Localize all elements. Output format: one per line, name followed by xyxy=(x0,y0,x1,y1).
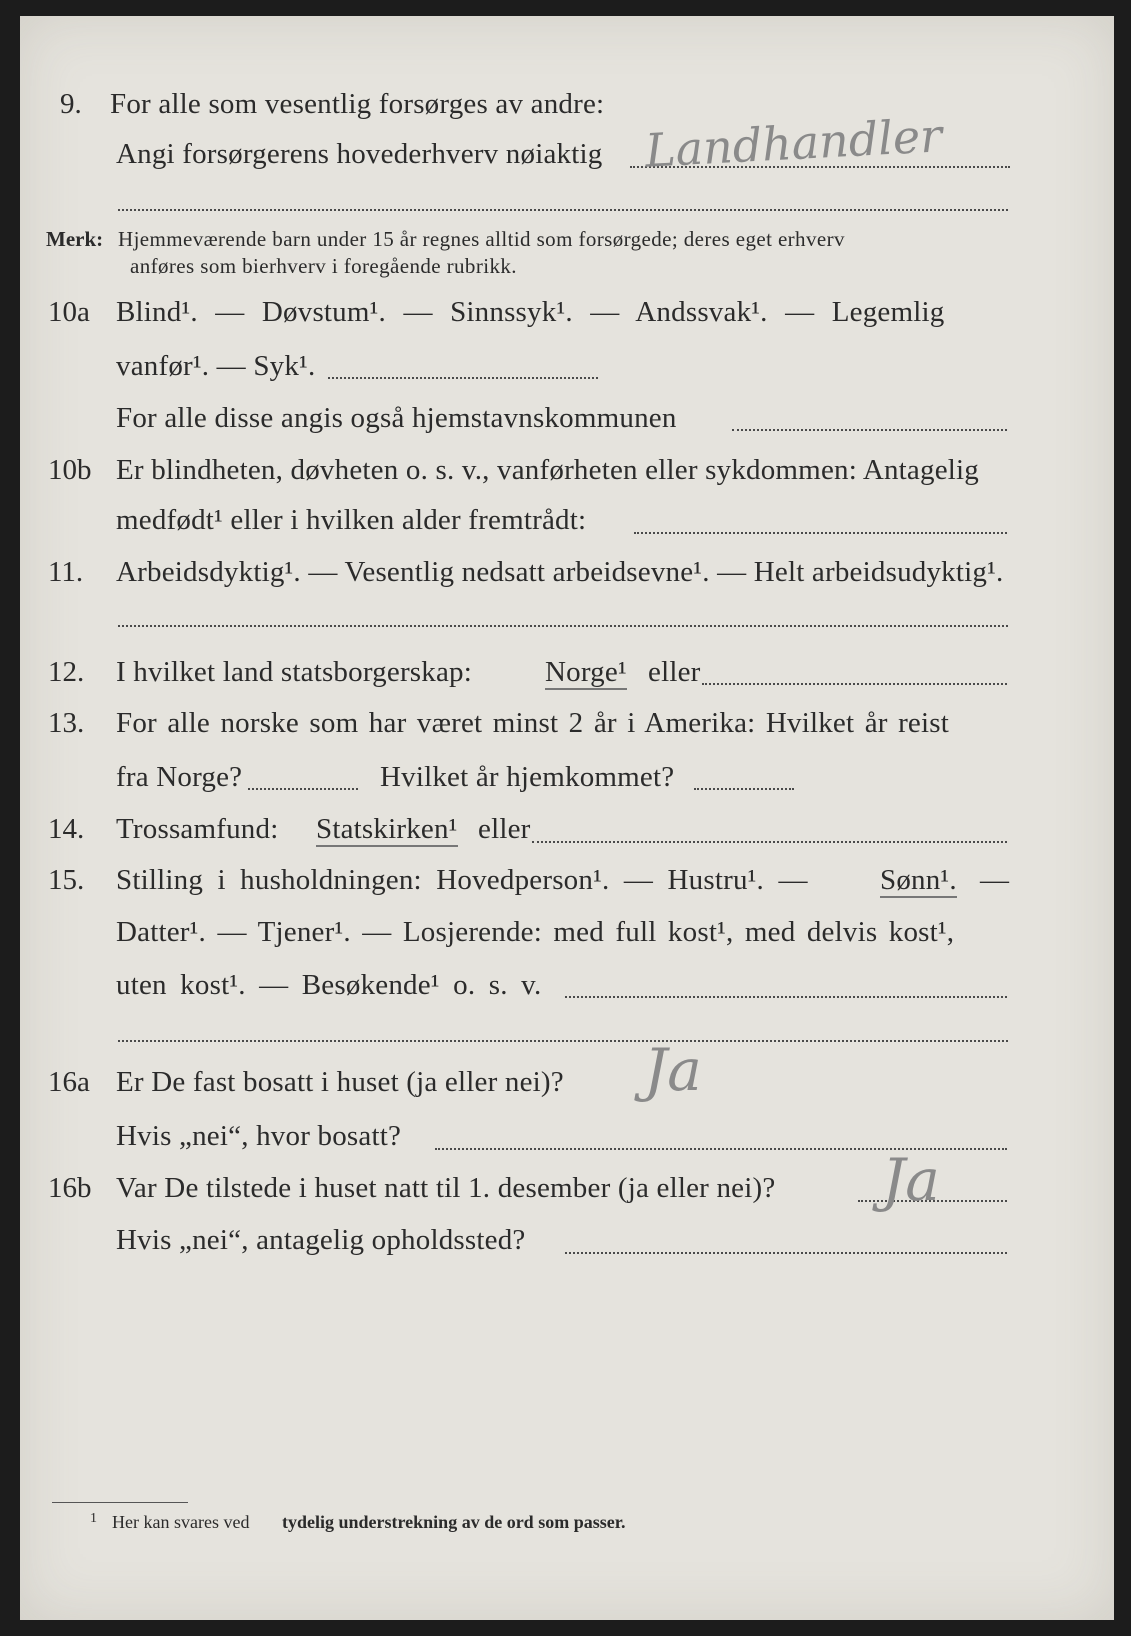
q14-prefix: Trossamfund: xyxy=(116,813,279,845)
q14-option-statskirken: Statskirken¹ xyxy=(316,813,458,845)
q10a-line3-field xyxy=(732,429,1007,431)
q16b-handwritten-answer: Ja xyxy=(882,1146,940,1214)
q10b-line2: medfødt¹ eller i hvilken alder fremtrådt: xyxy=(116,504,587,536)
q10a-line3: For alle disse angis også hjemstavnskommunen xyxy=(116,402,677,434)
q16a-line1: Er De fast bosatt i huset (ja eller nei)? xyxy=(116,1066,564,1098)
q12-field xyxy=(702,683,1007,685)
q12-prefix: I hvilket land statsborgerskap: xyxy=(116,656,473,688)
q13-line2a: fra Norge? xyxy=(116,761,243,793)
q13-number: 13. xyxy=(48,707,85,739)
q9-line2: Angi forsørgerens hovederhverv nøiaktig xyxy=(116,138,603,170)
q15-number: 15. xyxy=(48,864,85,896)
q16b-field-2 xyxy=(565,1252,1007,1254)
q10b-line1: Er blindheten, døvheten o. s. v., vanførheten eller sykdommen: Antagelig xyxy=(116,454,979,486)
q15-field xyxy=(565,996,1007,998)
q13-line1: For alle norske som har været minst 2 år i Amerika: Hvilket år reist xyxy=(116,707,950,739)
q10b-field xyxy=(634,532,1007,534)
q16b-line1: Var De tilstede i huset natt til 1. desember (ja eller nei)? xyxy=(116,1172,776,1204)
footnote-text-plain: Her kan svares ved xyxy=(112,1512,250,1532)
q12-suffix: eller xyxy=(648,656,701,688)
merk-line2: anføres som bierhverv i foregående rubrikk. xyxy=(130,254,517,278)
q14-field xyxy=(532,841,1007,843)
merk-line1: Hjemmeværende barn under 15 år regnes alltid som forsørgede; deres eget erhverv xyxy=(118,227,845,251)
q13-hjemkommet-field xyxy=(694,788,794,790)
census-form-page xyxy=(20,16,1114,1620)
q14-suffix: eller xyxy=(478,813,531,845)
q9-number: 9. xyxy=(60,88,82,120)
q13-line2b: Hvilket år hjemkommet? xyxy=(380,761,675,793)
q15-line1a: Stilling i husholdningen: Hovedperson¹. — Hustru¹. — xyxy=(116,864,808,896)
q15-line2: Datter¹. — Tjener¹. — Losjerende: med full kost¹, med delvis kost¹, xyxy=(116,916,955,948)
q10a-line2-field xyxy=(328,377,598,379)
q12-option-norge: Norge¹ xyxy=(545,656,627,688)
q11-number: 11. xyxy=(48,556,84,588)
q12-number: 12. xyxy=(48,656,85,688)
q16a-line2: Hvis „nei“, hvor bosatt? xyxy=(116,1120,402,1152)
footnote-text-bold: tydelig understrekning av de ord som passer. xyxy=(282,1512,626,1532)
q11-field xyxy=(118,625,1008,627)
q10b-number: 10b xyxy=(48,454,92,486)
q9-line1: For alle som vesentlig forsørges av andre: xyxy=(110,88,605,120)
q9-extra-line xyxy=(118,209,1008,211)
q15-line1c: — xyxy=(980,864,1010,896)
q11-line1: Arbeidsdyktig¹. — Vesentlig nedsatt arbeidsevne¹. — Helt arbeidsudyktig¹. xyxy=(116,556,1004,588)
q10a-line2: vanfør¹. — Syk¹. xyxy=(116,350,316,382)
q16b-number: 16b xyxy=(48,1172,92,1204)
q10a-number: 10a xyxy=(48,296,90,328)
q16b-line2: Hvis „nei“, antagelig opholdssted? xyxy=(116,1224,526,1256)
q16a-handwritten-answer: Ja xyxy=(644,1036,702,1104)
q15-extra-line xyxy=(118,1040,1008,1042)
q10a-line1: Blind¹. — Døvstum¹. — Sinnssyk¹. — Andssvak¹. — Legemlig xyxy=(116,296,945,328)
footnote-rule xyxy=(52,1502,188,1503)
q15-line3: uten kost¹. — Besøkende¹ o. s. v. xyxy=(116,969,542,1001)
q15-option-sonn: Sønn¹. xyxy=(880,864,957,896)
q13-reist-field xyxy=(248,788,358,790)
q14-number: 14. xyxy=(48,813,85,845)
q16a-number: 16a xyxy=(48,1066,90,1098)
footnote-mark: 1 xyxy=(90,1511,97,1526)
q9-handwritten-answer: Landhandler xyxy=(643,108,944,178)
merk-label: Merk: xyxy=(46,227,104,251)
